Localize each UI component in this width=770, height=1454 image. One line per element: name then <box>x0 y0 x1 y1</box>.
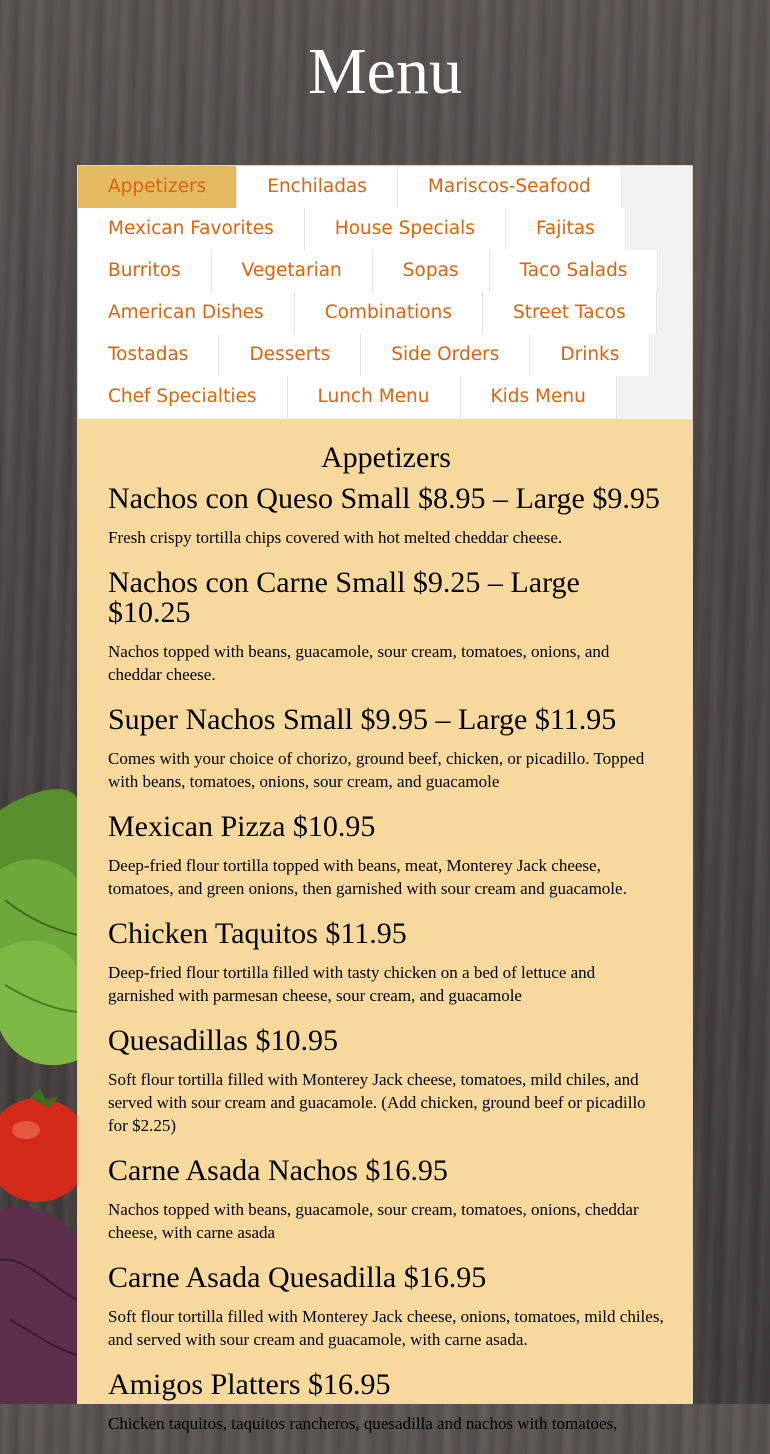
tab-lunch-menu[interactable]: Lunch Menu <box>288 376 461 418</box>
menu-item-description: Deep-fried flour tortilla topped with beans, meat, Monterey Jack cheese, tomatoes, and green onions, then garnished with sour cream and guacamole. <box>108 856 627 898</box>
tab-american-dishes[interactable]: American Dishes <box>78 292 295 334</box>
tab-side-orders[interactable]: Side Orders <box>361 334 530 376</box>
menu-item-description: Deep-fried flour tortilla filled with tasty chicken on a bed of lettuce and garnished with parmesan cheese, sour cream, and guacamole <box>108 963 596 1005</box>
menu-item-name: Quesadillas $10.95 <box>108 1024 338 1057</box>
menu-item-description: Nachos topped with beans, guacamole, sour cream, tomatoes, onions, cheddar cheese, with carne asada <box>108 1200 639 1242</box>
menu-item <box>108 1263 664 1351</box>
menu-item-name: Chicken Taquitos $11.95 <box>108 917 407 950</box>
tab-taco-salads[interactable]: Taco Salads <box>490 250 659 292</box>
tab-enchiladas[interactable]: Enchiladas <box>237 166 398 208</box>
tab-drinks[interactable]: Drinks <box>530 334 650 376</box>
menu-item <box>108 1156 664 1244</box>
tab-row <box>78 376 692 418</box>
menu-item <box>108 812 664 900</box>
tab-mariscos-seafood[interactable]: Mariscos-Seafood <box>398 166 622 208</box>
menu-item-name: Carne Asada Quesadilla $16.95 <box>108 1261 487 1294</box>
purple-basil-leaf-icon <box>0 1207 78 1404</box>
tab-appetizers[interactable]: Appetizers <box>78 166 237 208</box>
tab-row <box>78 334 692 376</box>
tab-desserts[interactable]: Desserts <box>219 334 361 376</box>
basil-leaf-icon <box>0 859 78 993</box>
menu-item-name: Mexican Pizza $10.95 <box>108 810 376 843</box>
tab-burritos[interactable]: Burritos <box>78 250 212 292</box>
menu-item-name: Nachos con Queso Small $8.95 – Large $9.95 <box>108 482 660 515</box>
menu-item <box>108 568 664 686</box>
tab-chef-specialties[interactable]: Chef Specialties <box>78 376 288 418</box>
tab-row <box>78 250 692 292</box>
menu-item-description: Nachos topped with beans, guacamole, sour cream, tomatoes, onions, and cheddar cheese. <box>108 642 610 684</box>
menu-item-name: Nachos con Carne Small $9.25 – Large $10.25 <box>108 566 580 629</box>
menu-item <box>108 1370 664 1435</box>
menu-item-name: Carne Asada Nachos $16.95 <box>108 1154 448 1187</box>
tab-mexican-favorites[interactable]: Mexican Favorites <box>78 208 305 250</box>
tab-house-specials[interactable]: House Specials <box>305 208 506 250</box>
menu-item <box>108 919 664 1007</box>
section-title: Appetizers <box>321 441 451 474</box>
tab-street-tacos[interactable]: Street Tacos <box>483 292 657 334</box>
tab-fajitas[interactable]: Fajitas <box>506 208 626 250</box>
tab-vegetarian[interactable]: Vegetarian <box>212 250 373 292</box>
tab-row <box>78 208 692 250</box>
tab-sopas[interactable]: Sopas <box>373 250 490 292</box>
menu-item-description: Soft flour tortilla filled with Monterey Jack cheese, onions, tomatoes, mild chiles, and served with sour cream and guacamole, with carne asada. <box>108 1307 664 1349</box>
tab-tostadas[interactable]: Tostadas <box>78 334 219 376</box>
basil-leaf-icon <box>0 789 78 909</box>
menu-category-tabs <box>78 166 692 420</box>
tab-combinations[interactable]: Combinations <box>295 292 483 334</box>
menu-item-description: Chicken taquitos, taquitos rancheros, quesadilla and nachos with tomatoes, <box>108 1414 618 1433</box>
menu-item <box>108 1026 664 1137</box>
menu-item-description: Fresh crispy tortilla chips covered with hot melted cheddar cheese. <box>108 528 563 547</box>
menu-item <box>108 705 664 793</box>
basil-leaf-icon <box>0 941 78 1065</box>
menu-section-content <box>108 436 664 1454</box>
page-title: Menu <box>308 35 462 108</box>
tab-kids-menu[interactable]: Kids Menu <box>461 376 617 418</box>
menu-panel <box>77 165 693 1433</box>
menu-item-description: Soft flour tortilla filled with Monterey Jack cheese, tomatoes, mild chiles, and served with sour cream and guacamole. (Add chicken, ground beef or picadillo for $2.25) <box>108 1070 646 1135</box>
tab-row <box>78 166 692 208</box>
menu-item-description: Comes with your choice of chorizo, ground beef, chicken, or picadillo. Topped with beans, tomatoes, onions, sour cream, and guacamole <box>108 749 645 791</box>
menu-item-name: Super Nachos Small $9.95 – Large $11.95 <box>108 703 617 736</box>
tab-row <box>78 292 692 334</box>
menu-item <box>108 484 664 549</box>
menu-item-name: Amigos Platters $16.95 <box>108 1368 391 1401</box>
